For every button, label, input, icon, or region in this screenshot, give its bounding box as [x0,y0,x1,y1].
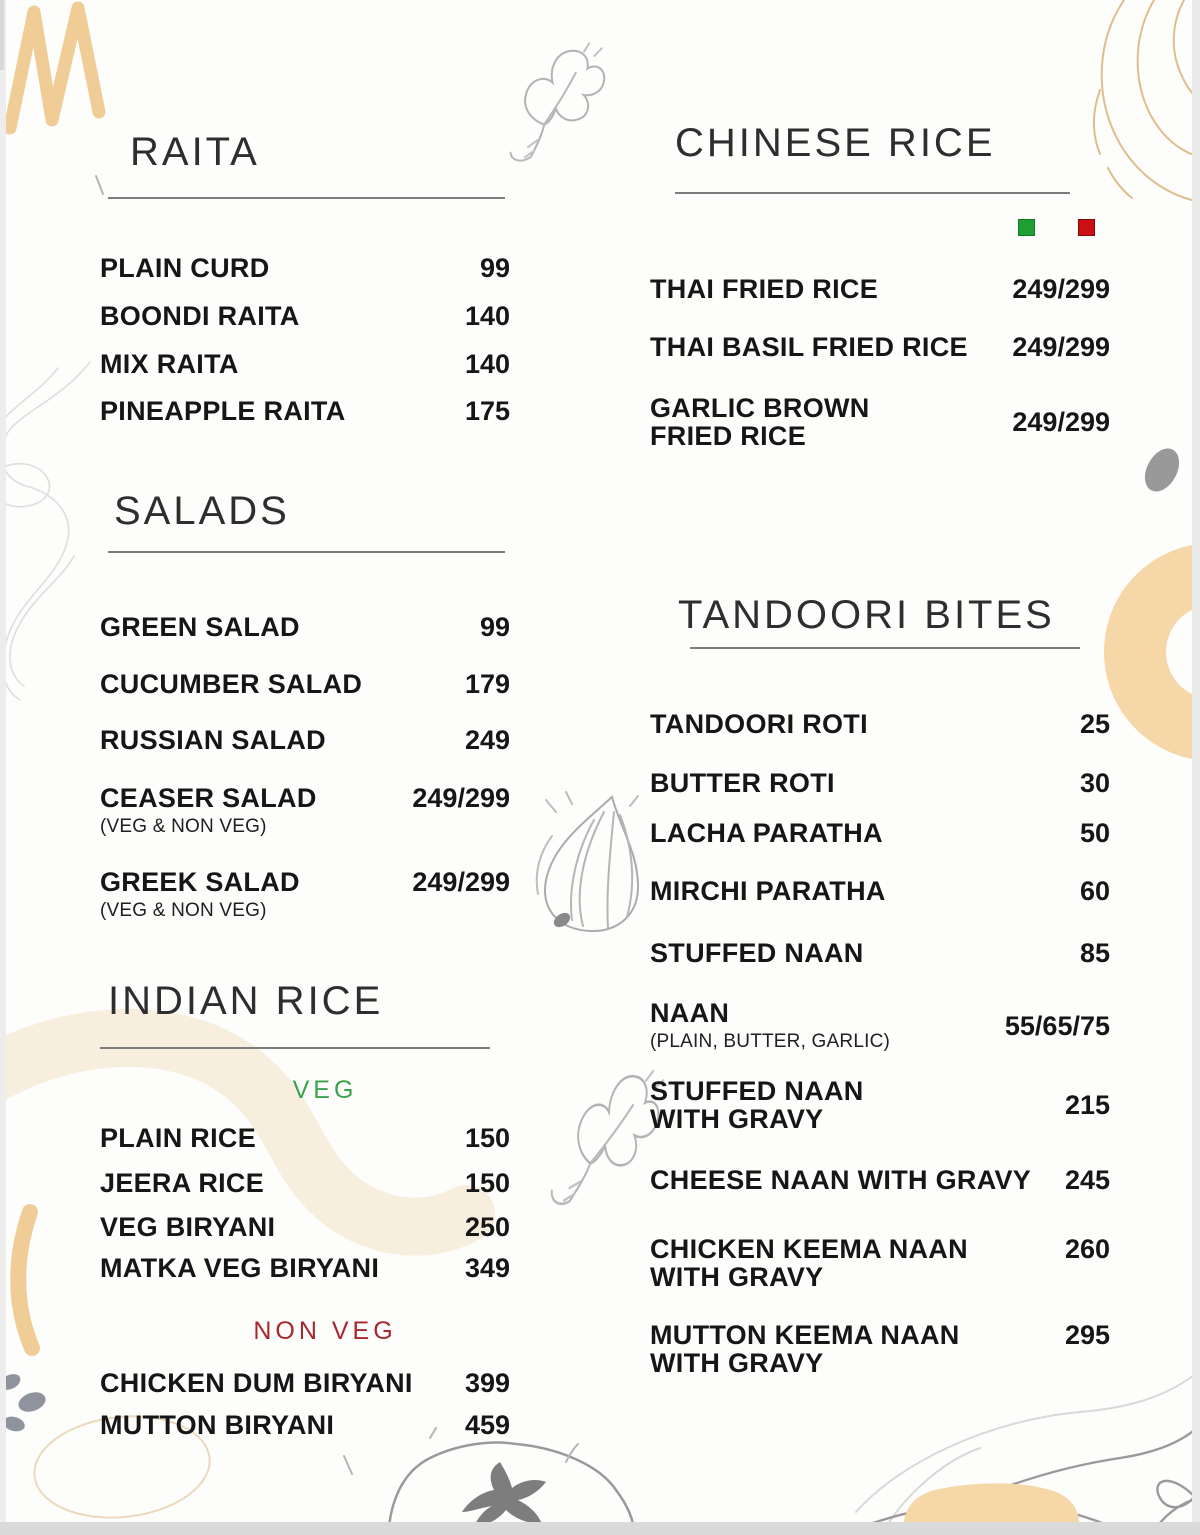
onion-icon [537,792,638,931]
section-title: TANDOORI BITES [678,593,1055,637]
item-name: STUFFED NAAN [650,938,864,968]
item-note: (VEG & NON VEG) [100,816,267,837]
menu-item-row [650,1321,1110,1377]
donut-shape [1135,574,1200,730]
item-name-block [100,866,300,923]
item-price: 399 [464,1368,510,1398]
menu-item-row [100,782,510,839]
menu-item-row [100,611,510,643]
section-tandoori-bites [650,593,1110,1403]
menu-item-row [650,1077,1110,1133]
item-price: 249/299 [412,867,510,897]
item-name: MUTTON KEEMA NAAN WITH GRAVY [650,1320,960,1378]
item-name: MATKA VEG BIRYANI [100,1253,380,1283]
page-edge-bottom [0,1522,1200,1535]
item-price: 140 [464,301,510,331]
menu-item-row [100,1367,510,1399]
item-price: 99 [479,253,510,283]
leaf-icon [550,1060,664,1216]
menu-item-row [650,1164,1110,1196]
item-price: 459 [464,1410,510,1440]
item-note: (VEG & NON VEG) [100,900,267,921]
item-name: GARLIC BROWN FRIED RICE [650,393,870,451]
item-name: MIRCHI PARATHA [650,876,886,906]
section-rule [100,1047,490,1049]
menu-item-row [650,817,1110,849]
item-price: 260 [1064,1234,1110,1264]
item-name: TANDOORI ROTI [650,709,868,739]
menu-item-row [100,1409,510,1441]
section-rule [675,192,1070,194]
item-price: 150 [464,1168,510,1198]
menu-item-row [100,866,510,923]
item-price: 60 [1079,876,1110,906]
swoosh-tail [18,1212,32,1348]
menu-item-row [650,1235,1110,1291]
item-name: VEG BIRYANI [100,1212,276,1242]
item-name: CEASER SALAD [100,783,317,813]
veg-label: VEG [292,1076,358,1104]
item-name: PLAIN CURD [100,253,270,283]
item-price: 85 [1079,938,1110,968]
section-title: RAITA [130,130,260,174]
item-price: 245 [1064,1165,1110,1195]
item-name: BOONDI RAITA [100,301,300,331]
item-name: RUSSIAN SALAD [100,725,326,755]
item-name-block [650,997,890,1054]
menu-item-row [650,708,1110,740]
scribble-icon [10,8,99,128]
item-price: 249/299 [1012,332,1110,362]
item-name: NAAN [650,998,730,1028]
item-name: BUTTER ROTI [650,768,835,798]
item-name: GREEN SALAD [100,612,300,642]
item-price: 249 [464,725,510,755]
menu-item-row [100,668,510,700]
item-name: CUCUMBER SALAD [100,669,363,699]
menu-item-row [650,394,1110,450]
item-price: 249/299 [412,783,510,813]
menu-item-row [650,997,1110,1054]
item-name: MIX RAITA [100,349,239,379]
menu-item-row [100,1252,510,1284]
veg-indicator-square [1018,219,1035,236]
item-price: 140 [464,349,510,379]
item-price: 99 [479,612,510,642]
menu-item-row [650,273,1110,305]
menu-item-row [650,937,1110,969]
section-title: SALADS [114,489,290,533]
non-veg-label: NON VEG [253,1317,397,1345]
non-veg-indicator-square [1078,219,1095,236]
page-edge-right [1192,0,1200,1535]
item-price: 249/299 [1012,407,1110,437]
item-name-block [100,782,317,839]
item-name: THAI FRIED RICE [650,274,879,304]
item-note: (PLAIN, BUTTER, GARLIC) [650,1031,891,1052]
menu-item-row [650,875,1110,907]
section-indian-rice [100,979,510,1459]
menu-item-row [100,1122,510,1154]
leaf-icon [502,42,611,161]
item-name: LACHA PARATHA [650,818,883,848]
section-chinese-rice [650,121,1110,471]
section-salads [100,489,510,949]
page-edge-left-dark [0,0,4,70]
item-name: STUFFED NAAN WITH GRAVY [650,1076,864,1134]
item-price: 295 [1064,1320,1110,1350]
dots-icon [0,1371,48,1434]
item-price: 50 [1079,818,1110,848]
section-rule [690,647,1080,649]
menu-item-row [650,331,1110,363]
menu-item-row [100,1167,510,1199]
menu-item-row [100,300,510,332]
item-price: 30 [1079,768,1110,798]
item-name: JEERA RICE [100,1168,265,1198]
item-name: CHEESE NAAN WITH GRAVY [650,1165,1032,1195]
menu-item-row [100,1211,510,1243]
menu-item-row [650,767,1110,799]
blob-icon [1138,443,1186,498]
item-name: CHICKEN KEEMA NAAN WITH GRAVY [650,1234,968,1292]
item-price: 179 [464,669,510,699]
section-rule [108,551,505,553]
menu-item-row [100,724,510,756]
menu-item-row [100,395,510,427]
item-name: MUTTON BIRYANI [100,1410,335,1440]
section-title: INDIAN RICE [108,979,384,1023]
item-name: PINEAPPLE RAITA [100,396,346,426]
item-name: GREEK SALAD [100,867,300,897]
item-price: 25 [1079,709,1110,739]
item-price: 215 [1064,1090,1110,1120]
item-price: 250 [464,1212,510,1242]
section-raita [100,130,510,450]
item-price: 349 [464,1253,510,1283]
item-price: 175 [464,396,510,426]
item-price: 150 [464,1123,510,1153]
item-name: CHICKEN DUM BIRYANI [100,1368,413,1398]
contour-lines-icon [0,362,90,700]
item-price: 249/299 [1012,274,1110,304]
section-rule [108,197,505,199]
item-name: PLAIN RICE [100,1123,257,1153]
menu-item-row [100,252,510,284]
item-price: 55/65/75 [1004,1010,1110,1041]
item-name: THAI BASIL FRIED RICE [650,332,968,362]
page-edge-left [0,0,6,1535]
menu-item-row [100,348,510,380]
section-title: CHINESE RICE [675,121,996,165]
